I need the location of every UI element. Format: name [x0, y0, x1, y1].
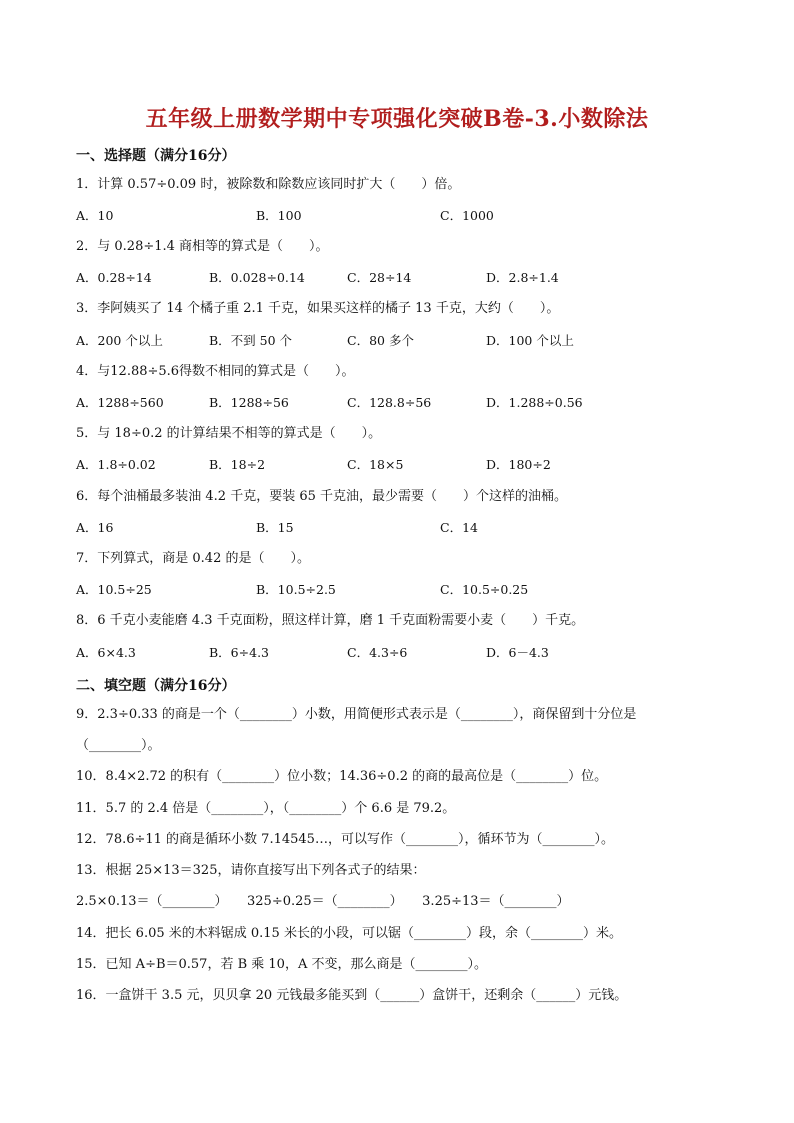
q7-option-c: C．10.5÷0.25: [440, 582, 529, 597]
q6-option-b: B．15: [256, 520, 294, 535]
q5-option-c: C．18×5: [347, 457, 404, 472]
question-13-expressions: 2.5×0.13＝（________） 325÷0.25＝（________） 3.25÷13＝（________）: [76, 894, 570, 909]
question-13: 13．根据 25×13＝325，请你直接写出下列各式子的结果：: [76, 863, 426, 878]
q3-option-c: C．80 多个: [347, 333, 414, 348]
q2-option-b: B．0.028÷0.14: [209, 270, 305, 285]
q1-option-b: B．100: [256, 208, 302, 223]
q6-option-a: A．16: [76, 520, 114, 535]
question-8: 8．6 千克小麦能磨 4.3 千克面粉，照这样计算，磨 1 千克面粉需要小麦（ ）千克。: [76, 613, 585, 628]
section-heading-choice: 一、选择题（满分16分）: [76, 148, 236, 164]
question-11: 11．5.7 的 2.4 倍是（________），（________）个 6.6 是 79.2。: [76, 801, 456, 816]
question-1: 1．计算 0.57÷0.09 时，被除数和除数应该同时扩大（ ）倍。: [76, 177, 461, 192]
question-10: 10．8.4×2.72 的积有（________）位小数；14.36÷0.2 的商的最高位是（________）位。: [76, 769, 608, 784]
q4-option-d: D．1.288÷0.56: [486, 395, 583, 410]
q4-option-b: B．1288÷56: [209, 395, 289, 410]
question-4: 4．与12.88÷5.6得数不相同的算式是（ ）。: [76, 364, 355, 379]
q8-option-b: B．6÷4.3: [209, 645, 269, 660]
question-2: 2．与 0.28÷1.4 商相等的算式是（ ）。: [76, 239, 329, 254]
question-16: 16．一盒饼干 3.5 元，贝贝拿 20 元钱最多能买到（______）盒饼干，还剩余（______）元钱。: [76, 988, 628, 1003]
question-6: 6．每个油桶最多装油 4.2 千克，要装 65 千克油，最少需要（ ）个这样的油桶。: [76, 489, 568, 504]
question-14: 14．把长 6.05 米的木料锯成 0.15 米长的小段，可以锯（________）段，余（________）米。: [76, 926, 622, 941]
q2-option-d: D．2.8÷1.4: [486, 270, 559, 285]
question-12: 12．78.6÷11 的商是循环小数 7.14545…，可以写作（________），循环节为（________）。: [76, 832, 614, 847]
q3-option-d: D．100 个以上: [486, 333, 574, 348]
q3-option-b: B．不到 50 个: [209, 333, 293, 348]
q1-option-c: C．1000: [440, 208, 494, 223]
q8-option-d: D．6－4.3: [486, 645, 549, 660]
q4-option-c: C．128.8÷56: [347, 395, 432, 410]
question-5: 5．与 18÷0.2 的计算结果不相等的算式是（ ）。: [76, 426, 382, 441]
section-heading-fill: 二、填空题（满分16分）: [76, 678, 236, 694]
q3-option-a: A．200 个以上: [76, 333, 163, 348]
q4-option-a: A．1288÷560: [76, 395, 164, 410]
q8-option-a: A．6×4.3: [76, 645, 136, 660]
q5-option-d: D．180÷2: [486, 457, 551, 472]
question-3: 3．李阿姨买了 14 个橘子重 2.1 千克，如果买这样的橘子 13 千克，大约（ ）。: [76, 301, 560, 316]
q1-option-a: A．10: [76, 208, 114, 223]
q7-option-a: A．10.5÷25: [76, 582, 152, 597]
q5-option-b: B．18÷2: [209, 457, 266, 472]
question-15: 15．已知 A÷B＝0.57，若 B 乘 10，A 不变，那么商是（________）。: [76, 957, 487, 972]
q6-option-c: C．14: [440, 520, 478, 535]
worksheet-title: 五年级上册数学期中专项强化突破B卷-3.小数除法: [145, 106, 649, 132]
question-9: 9．2.3÷0.33 的商是一个（________）小数，用简便形式表示是（________），商保留到十分位是: [76, 707, 637, 722]
question-7: 7．下列算式，商是 0.42 的是（ ）。: [76, 551, 310, 566]
q8-option-c: C．4.3÷6: [347, 645, 408, 660]
q2-option-a: A．0.28÷14: [76, 270, 152, 285]
q2-option-c: C．28÷14: [347, 270, 412, 285]
question-9-continued: （________）。: [76, 738, 161, 753]
q5-option-a: A．1.8÷0.02: [76, 457, 156, 472]
q7-option-b: B．10.5÷2.5: [256, 582, 336, 597]
